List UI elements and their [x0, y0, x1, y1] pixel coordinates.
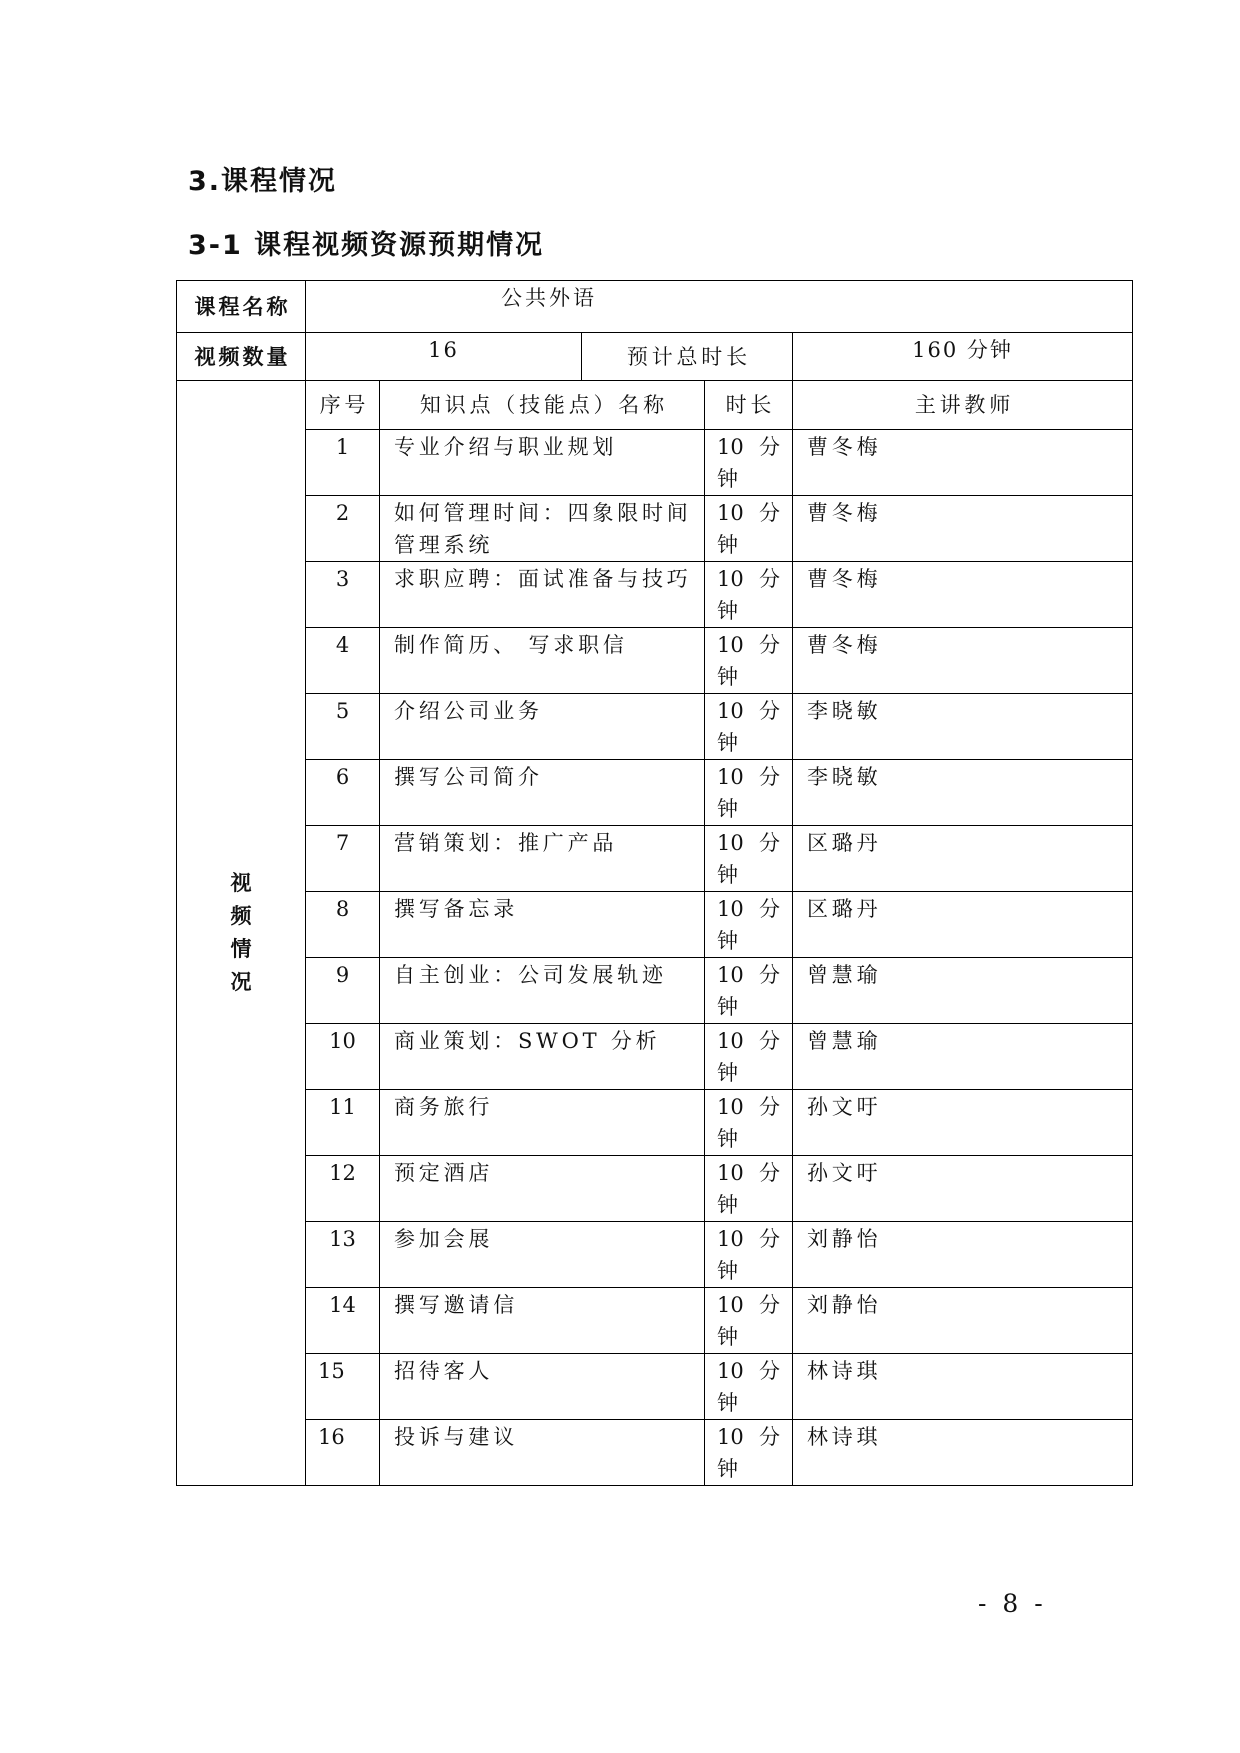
column-header-teacher: 主讲教师	[793, 381, 1133, 430]
topic-name: 营销策划：推广产品	[380, 826, 705, 892]
topic-name: 撰写公司简介	[380, 760, 705, 826]
video-count-label: 视频数量	[177, 333, 306, 381]
teacher-name: 李晓敏	[793, 760, 1133, 826]
topic-name: 专业介绍与职业规划	[380, 430, 705, 496]
table-row	[177, 958, 1133, 1024]
duration: 10 分钟	[705, 562, 793, 628]
topic-name: 预定酒店	[380, 1156, 705, 1222]
row-number: 16	[306, 1420, 380, 1486]
video-count-row	[177, 333, 1133, 381]
duration: 10 分钟	[705, 1354, 793, 1420]
course-name-row	[177, 281, 1133, 333]
row-number: 13	[306, 1222, 380, 1288]
topic-name: 自主创业：公司发展轨迹	[380, 958, 705, 1024]
topic-name: 招待客人	[380, 1354, 705, 1420]
row-number: 12	[306, 1156, 380, 1222]
topic-name: 参加会展	[380, 1222, 705, 1288]
table-row	[177, 1420, 1133, 1486]
column-header-duration: 时长	[705, 381, 793, 430]
duration: 10 分钟	[705, 1156, 793, 1222]
row-number: 9	[306, 958, 380, 1024]
teacher-name: 林诗琪	[793, 1354, 1133, 1420]
subsection-heading: 3-1 课程视频资源预期情况	[188, 230, 545, 261]
total-duration-value: 160 分钟	[793, 333, 1133, 381]
duration: 10 分钟	[705, 1288, 793, 1354]
table-row	[177, 1288, 1133, 1354]
column-header-topic: 知识点（技能点）名称	[380, 381, 705, 430]
topic-name: 商业策划：SWOT 分析	[380, 1024, 705, 1090]
row-number: 10	[306, 1024, 380, 1090]
row-number: 15	[306, 1354, 380, 1420]
teacher-name: 曹冬梅	[793, 496, 1133, 562]
duration: 10 分钟	[705, 496, 793, 562]
topic-name: 介绍公司业务	[380, 694, 705, 760]
table-row	[177, 496, 1133, 562]
table-row	[177, 1090, 1133, 1156]
table-row	[177, 892, 1133, 958]
table-row	[177, 430, 1133, 496]
teacher-name: 曹冬梅	[793, 628, 1133, 694]
row-number: 5	[306, 694, 380, 760]
row-number: 7	[306, 826, 380, 892]
duration: 10 分钟	[705, 1420, 793, 1486]
column-header-number: 序号	[306, 381, 380, 430]
teacher-name: 孙文吁	[793, 1156, 1133, 1222]
teacher-name: 林诗琪	[793, 1420, 1133, 1486]
total-duration-label: 预计总时长	[582, 333, 793, 381]
row-number: 6	[306, 760, 380, 826]
video-count-value: 16	[306, 333, 582, 381]
video-section-label: 视频情况	[230, 871, 252, 994]
teacher-name: 曾慧瑜	[793, 1024, 1133, 1090]
duration: 10 分钟	[705, 760, 793, 826]
duration: 10 分钟	[705, 958, 793, 1024]
topic-name: 商务旅行	[380, 1090, 705, 1156]
teacher-name: 曾慧瑜	[793, 958, 1133, 1024]
row-number: 3	[306, 562, 380, 628]
duration: 10 分钟	[705, 628, 793, 694]
table-row	[177, 628, 1133, 694]
topic-name: 投诉与建议	[380, 1420, 705, 1486]
section-heading: 3.课程情况	[188, 166, 338, 197]
duration: 10 分钟	[705, 892, 793, 958]
duration: 10 分钟	[705, 826, 793, 892]
topic-name: 制作简历、 写求职信	[380, 628, 705, 694]
duration: 10 分钟	[705, 1024, 793, 1090]
course-name-value: 公共外语	[306, 281, 1133, 333]
row-number: 11	[306, 1090, 380, 1156]
topic-name: 如何管理时间：四象限时间管理系统	[380, 496, 705, 562]
table-row	[177, 1354, 1133, 1420]
course-name-label: 课程名称	[177, 281, 306, 333]
row-number: 1	[306, 430, 380, 496]
table-row	[177, 1024, 1133, 1090]
table-row	[177, 1222, 1133, 1288]
video-section-cell	[177, 381, 306, 1486]
video-resource-table	[176, 280, 1133, 1486]
table-row	[177, 562, 1133, 628]
teacher-name: 刘静怡	[793, 1288, 1133, 1354]
teacher-name: 孙文吁	[793, 1090, 1133, 1156]
teacher-name: 李晓敏	[793, 694, 1133, 760]
row-number: 4	[306, 628, 380, 694]
topic-name: 撰写备忘录	[380, 892, 705, 958]
teacher-name: 曹冬梅	[793, 562, 1133, 628]
topic-name: 求职应聘：面试准备与技巧	[380, 562, 705, 628]
teacher-name: 区璐丹	[793, 826, 1133, 892]
table-row	[177, 760, 1133, 826]
table-row	[177, 1156, 1133, 1222]
row-number: 2	[306, 496, 380, 562]
table-row	[177, 694, 1133, 760]
topic-name: 撰写邀请信	[380, 1288, 705, 1354]
page-number: - 8 -	[978, 1589, 1043, 1618]
table-header-row	[177, 381, 1133, 430]
duration: 10 分钟	[705, 694, 793, 760]
duration: 10 分钟	[705, 430, 793, 496]
duration: 10 分钟	[705, 1090, 793, 1156]
row-number: 8	[306, 892, 380, 958]
table-row	[177, 826, 1133, 892]
teacher-name: 曹冬梅	[793, 430, 1133, 496]
duration: 10 分钟	[705, 1222, 793, 1288]
row-number: 14	[306, 1288, 380, 1354]
teacher-name: 刘静怡	[793, 1222, 1133, 1288]
teacher-name: 区璐丹	[793, 892, 1133, 958]
